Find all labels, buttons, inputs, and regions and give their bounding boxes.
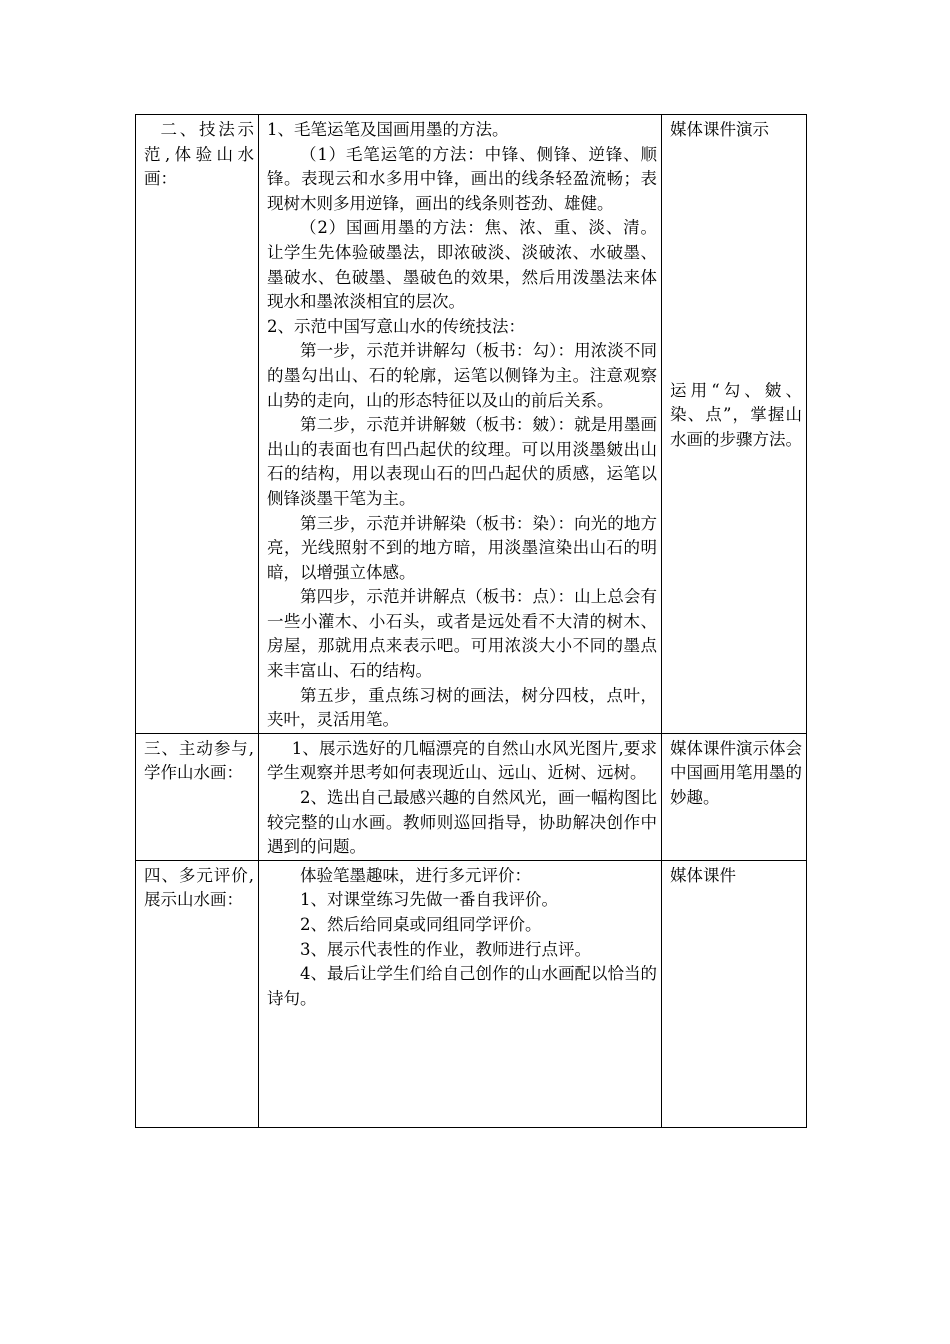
content-cell — [259, 115, 662, 734]
content-paragraph: 2、然后给同桌或同组同学评价。 — [300, 915, 542, 934]
content-paragraph: 3、展示代表性的作业，教师进行点评。 — [300, 939, 591, 959]
stage-cell — [136, 115, 259, 734]
content-cell — [259, 860, 662, 1128]
media-cell — [662, 860, 807, 1128]
content-paragraph: 1、毛笔运笔及国画用墨的方法。 — [267, 120, 509, 139]
content-paragraph: 第三步，示范并讲解染（板书：染）：向光的地方亮，光线照射不到的地方暗，用淡墨渲染出山石的明暗，以增强立体感。 — [267, 513, 657, 582]
content-paragraph: 2、选出自己最感兴趣的自然风光，画一幅构图比较完整的山水画。教师则巡回指导，协助解决创作中遇到的问题。 — [267, 788, 657, 857]
table-row — [136, 860, 807, 1128]
content-paragraph: 体验笔墨趣味，进行多元评价： — [300, 865, 531, 885]
stage-label: 三、主动参与,学作山水画： — [144, 738, 254, 783]
media-note: 媒体课件演示 — [670, 120, 769, 139]
content-paragraph: 2、示范中国写意山水的传统技法： — [267, 316, 525, 336]
content-paragraph: 第二步，示范并讲解皴（板书：皴）：就是用墨画出山的表面也有凹凸起伏的纹理。可以用淡墨皴出山石的结构，用以表现山石的凹凸起伏的质感，运笔以侧锋淡墨干笔为主。 — [267, 415, 657, 508]
media-note: 媒体课件演示体会中国画用笔用墨的妙趣。 — [670, 738, 802, 808]
content-paragraph: 第五步，重点练习树的画法，树分四枝，点叶，夹叶，灵活用笔。 — [267, 685, 657, 730]
content-paragraph: 第四步，示范并讲解点（板书：点）：山上总会有一些小灌木、小石头，或者是远处看不大清的树木、房屋，那就用点来表示吧。可用浓淡大小不同的墨点来丰富山、石的结构。 — [267, 587, 657, 681]
content-paragraph: 1、对课堂练习先做一番自我评价。 — [300, 890, 558, 910]
media-note: 媒体课件 — [670, 865, 736, 885]
media-note: 运用“勾、皴、染、点”，掌握山水画的步骤方法。 — [670, 380, 802, 449]
content-paragraph: 1、展示选好的几幅漂亮的自然山水风光图片,要求学生观察并思考如何表现近山、远山、近树、远树。 — [267, 738, 657, 783]
content-cell — [259, 733, 662, 860]
media-cell — [662, 115, 807, 734]
lesson-plan-table — [135, 114, 807, 1128]
content-paragraph: （2）国画用墨的方法：焦、浓、重、淡、清。 让学生先体验破墨法，即浓破淡、淡破浓、水破墨、墨破水、色破墨、墨破色的效果，然后用泼墨法来体现水和墨浓淡相宜的层次。 — [267, 218, 657, 312]
stage-cell — [136, 860, 259, 1128]
stage-cell — [136, 733, 259, 860]
table-row — [136, 115, 807, 734]
table-row — [136, 733, 807, 860]
stage-label: 四、多元评价,展示山水画： — [144, 865, 254, 910]
stage-label: 二、技法示范,体验山水画： — [144, 120, 254, 189]
content-paragraph: （1）毛笔运笔的方法：中锋、侧锋、逆锋、顺锋。表现云和水多用中锋，画出的线条轻盈流畅；表现树木则多用逆锋，画出的线条则苍劲、雄健。 — [267, 144, 657, 213]
media-cell — [662, 733, 807, 860]
content-paragraph: 4、最后让学生们给自己创作的山水画配以恰当的诗句。 — [267, 964, 657, 1008]
content-paragraph: 第一步，示范并讲解勾（板书：勾）：用浓淡不同的墨勾出山、石的轮廓，运笔以侧锋为主。注意观察山势的走向，山的形态特征以及山的前后关系。 — [267, 341, 657, 410]
